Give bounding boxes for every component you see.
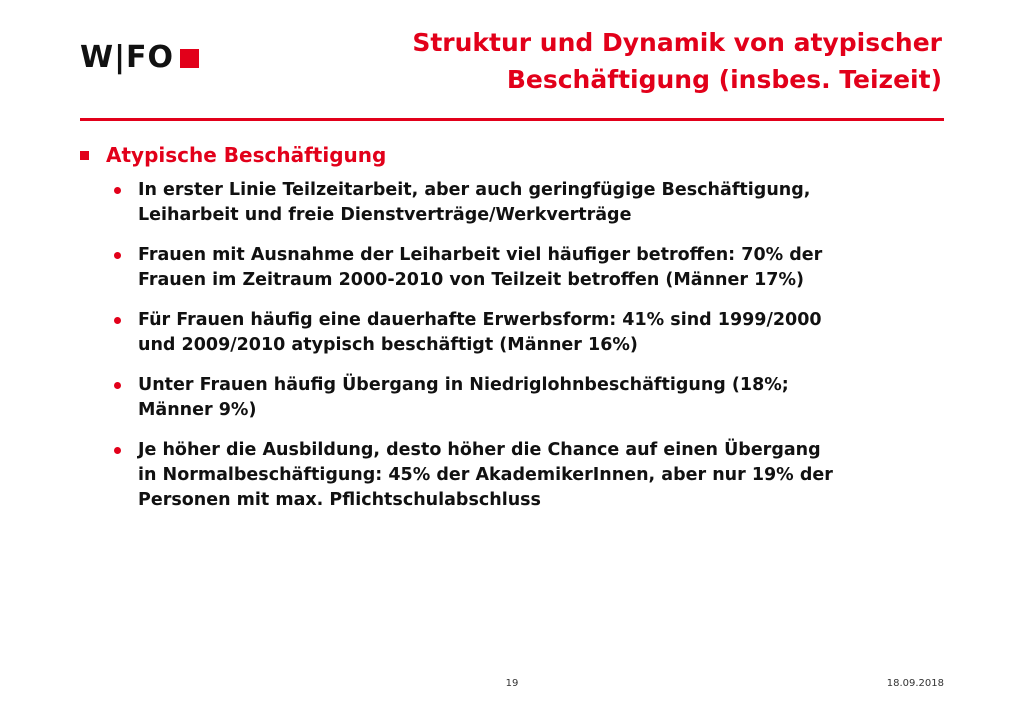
- bullet-heading-text: Atypische Beschäftigung: [106, 143, 387, 167]
- sub-bullet-line: Frauen mit Ausnahme der Leiharbeit viel häufiger betroffen: 70% der: [138, 245, 823, 265]
- slide-content: [80, 140, 950, 528]
- dot-bullet-icon: [114, 187, 121, 194]
- sub-bullet-line: In erster Linie Teilzeitarbeit, aber auch geringfügige Beschäftigung,: [138, 180, 811, 200]
- sub-bullet-line: Unter Frauen häufig Übergang in Niedriglohnbeschäftigung (18%;: [138, 375, 789, 395]
- dot-bullet-icon: [114, 447, 121, 454]
- bullet-heading: [80, 140, 950, 170]
- sub-bullet-line: Personen mit max. Pflichtschulabschluss: [138, 490, 541, 510]
- sub-bullet-item: [138, 308, 950, 358]
- sub-bullet-item: [138, 243, 950, 293]
- dot-bullet-icon: [114, 382, 121, 389]
- slide-title-line-2: Beschäftigung (insbes. Teizeit): [506, 65, 942, 94]
- sub-bullet-item: [138, 373, 950, 423]
- dot-bullet-icon: [114, 252, 121, 259]
- dot-bullet-icon: [114, 317, 121, 324]
- sub-bullet-line: Männer 9%): [138, 400, 257, 420]
- sub-bullet-item: [138, 438, 950, 513]
- sub-bullet-list: [80, 178, 950, 513]
- footer-date: 18.09.2018: [886, 678, 944, 689]
- title-divider: [80, 118, 944, 121]
- wifo-logo: [80, 42, 199, 74]
- sub-bullet-line: Für Frauen häufig eine dauerhafte Erwerbsform: 41% sind 1999/2000: [138, 310, 822, 330]
- sub-bullet-line: Leiharbeit und freie Dienstverträge/Werkverträge: [138, 205, 632, 225]
- logo-red-square: [180, 49, 199, 68]
- sub-bullet-item: [138, 178, 950, 228]
- square-bullet-icon: [80, 151, 89, 160]
- slide-title-line-1: Struktur und Dynamik von atypischer: [412, 28, 942, 57]
- slide-title: [302, 24, 942, 98]
- sub-bullet-line: und 2009/2010 atypisch beschäftigt (Männer 16%): [138, 335, 638, 355]
- page-number: 19: [505, 678, 519, 689]
- logo-text: W|FO: [80, 40, 175, 75]
- sub-bullet-line: in Normalbeschäftigung: 45% der AkademikerInnen, aber nur 19% der: [138, 465, 833, 485]
- sub-bullet-line: Frauen im Zeitraum 2000-2010 von Teilzeit betroffen (Männer 17%): [138, 270, 804, 290]
- sub-bullet-line: Je höher die Ausbildung, desto höher die Chance auf einen Übergang: [138, 440, 821, 460]
